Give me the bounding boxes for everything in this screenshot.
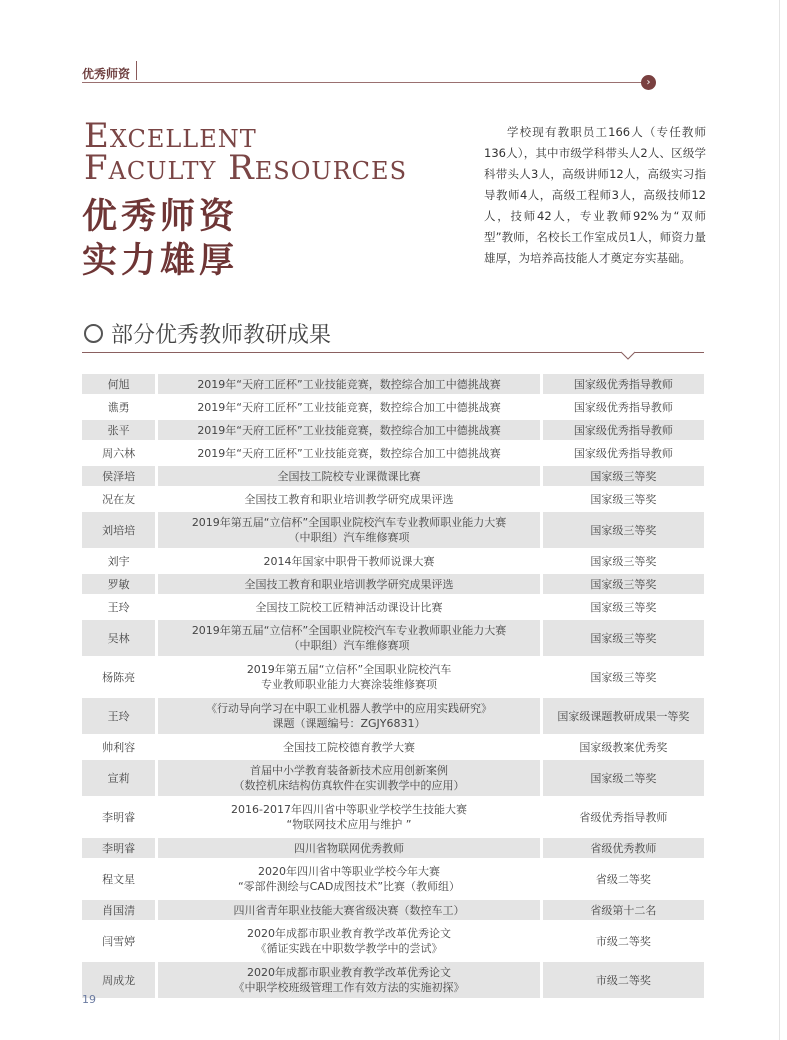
chevron-right-icon: ›: [641, 75, 656, 90]
achievement-line: 2019年“天府工匠杯”工业技能竞赛，数控综合加工中德挑战赛: [197, 377, 501, 391]
achievement-line: 全国技工院校工匠精神活动课设计比赛: [255, 600, 443, 614]
achievement-cell: [155, 923, 542, 959]
achievement-line: 课题（课题编号：ZGJY6831）: [272, 717, 426, 730]
table-row: [82, 900, 704, 920]
achievement-line: “零部件测绘与CAD成图技术”比赛（教师组）: [237, 880, 461, 893]
table-row: [82, 512, 704, 548]
table-row: [82, 466, 704, 486]
award-cell: 国家级教案优秀奖: [579, 740, 668, 754]
award-cell: 市级二等奖: [543, 962, 704, 998]
achievement-line: 《中职学校班级管理工作有效方法的实施初探》: [233, 981, 465, 994]
table-row: [82, 443, 704, 463]
achievement-line: 全国技工教育和职业培训教学研究成果评选: [244, 577, 454, 591]
teacher-name-cell: 刘宇: [107, 554, 130, 568]
table-row: [82, 760, 704, 796]
achievement-cell: [155, 489, 542, 509]
award-cell: 国家级优秀指导教师: [573, 446, 673, 460]
section-heading: [84, 318, 331, 349]
teacher-name-cell: 宣莉: [82, 760, 155, 796]
teacher-name-cell: 侯泽培: [82, 466, 155, 486]
achievement-line: 全国技工教育和职业培训教学研究成果评选: [244, 492, 454, 506]
teacher-name-cell: 程文星: [102, 872, 136, 886]
achievement-cell: [155, 861, 542, 897]
achievement-line: （中职组）汽车维修赛项: [288, 639, 410, 652]
achievements-table: [82, 371, 704, 1001]
chinese-title-line-1: 优秀师资: [82, 196, 239, 237]
achievement-cell: [155, 420, 542, 440]
achievement-line: 《循证实践在中职数学教学中的尝试》: [255, 942, 443, 955]
teacher-name-cell: 张平: [82, 420, 155, 440]
award-cell: 国家级三等奖: [543, 620, 704, 656]
achievement-line: 首届中小学教育装备新技术应用创新案例: [250, 764, 448, 777]
achievement-line: 全国技工院校德育教学大赛: [283, 740, 415, 754]
section-heading-text: 部分优秀教师教研成果: [111, 323, 332, 348]
award-cell: 国家级二等奖: [543, 760, 704, 796]
teacher-name-cell: 周成龙: [82, 962, 155, 998]
table-row: [82, 620, 704, 656]
award-cell: 国家级三等奖: [590, 492, 657, 506]
award-cell: 国家级三等奖: [590, 600, 657, 614]
circle-icon: [84, 324, 103, 343]
teacher-name-cell: 吴林: [82, 620, 155, 656]
award-cell: 国家级优秀指导教师: [543, 374, 704, 394]
award-cell: 国家级三等奖: [590, 670, 657, 684]
teacher-name-cell: 何旭: [82, 374, 155, 394]
achievement-cell: [155, 551, 542, 571]
teacher-name-cell: 周六林: [102, 446, 136, 460]
table-row: [82, 838, 704, 858]
english-title: [84, 116, 408, 188]
achievement-line: 2019年“天府工匠杯”工业技能竞赛，数控综合加工中德挑战赛: [197, 446, 501, 460]
achievement-line: 2020年成都市职业教育教学改革优秀论文: [247, 927, 451, 940]
achievement-cell: [155, 620, 542, 656]
achievement-line: 2019年“天府工匠杯”工业技能竞赛，数控综合加工中德挑战赛: [197, 423, 501, 437]
achievement-cell: [155, 659, 542, 695]
chinese-title: [82, 195, 238, 283]
achievement-cell: [155, 737, 542, 757]
table-row: [82, 420, 704, 440]
achievement-line: 专业教师职业能力大赛涂装维修赛项: [261, 678, 437, 691]
notch-marker: [621, 347, 635, 361]
table-row: [82, 861, 704, 897]
section-header-label: 优秀师资: [82, 67, 131, 81]
achievement-cell: [155, 760, 542, 796]
achievement-cell: [155, 466, 542, 486]
achievement-line: 2020年成都市职业教育教学改革优秀论文: [247, 966, 451, 979]
award-cell: 国家级优秀指导教师: [543, 420, 704, 440]
achievement-line: 全国技工院校专业课微课比赛: [277, 469, 421, 483]
section-rule: [82, 352, 704, 353]
table-row: [82, 489, 704, 509]
english-title-line-2: Faculty Resources: [84, 148, 408, 188]
achievement-cell: [155, 900, 542, 920]
table-row: [82, 737, 704, 757]
chinese-title-line-2: 实力雄厚: [82, 240, 239, 281]
teacher-name-cell: 帅利容: [102, 740, 136, 754]
header-rule: [82, 82, 642, 83]
achievement-cell: [155, 799, 542, 835]
achievement-line: 2019年“天府工匠杯”工业技能竞赛，数控综合加工中德挑战赛: [197, 400, 501, 414]
achievement-cell: [155, 838, 542, 858]
teacher-name-cell: 刘培培: [82, 512, 155, 548]
table-row: [82, 799, 704, 835]
achievement-line: 2019年第五届“立信杯”全国职业院校汽车专业教师职业能力大赛: [191, 624, 507, 637]
award-cell: 省级二等奖: [595, 872, 651, 886]
achievement-cell: [155, 597, 542, 617]
award-cell: 市级二等奖: [595, 934, 651, 948]
award-cell: 省级第十二名: [543, 900, 704, 920]
teacher-name-cell: 闫雪婷: [102, 934, 136, 948]
achievement-cell: [155, 397, 542, 417]
award-cell: 国家级课题教研成果一等奖: [543, 698, 704, 734]
table-row: [82, 923, 704, 959]
achievement-line: “物联网技术应用与维护 ”: [286, 818, 412, 831]
table-row: [82, 659, 704, 695]
achievement-line: 2019年第五届“立信杯”全国职业院校汽车专业教师职业能力大赛: [191, 516, 507, 529]
teacher-name-cell: 王玲: [82, 698, 155, 734]
achievement-line: 《行动导向学习在中职工业机器人教学中的应用实践研究》: [206, 702, 492, 715]
achievement-cell: [155, 374, 542, 394]
teacher-name-cell: 李明睿: [82, 838, 155, 858]
teacher-name-cell: 况在友: [102, 492, 136, 506]
table-row: [82, 551, 704, 571]
table-row: [82, 574, 704, 594]
teacher-name-cell: 杨陈亮: [102, 670, 136, 684]
intro-paragraph: 学校现有教职员工166人（专任教师136人），其中市级学科带头人2人、区级学科带头人3人，高级讲师12人，高级实习指导教师4人，高级工程师3人，高级技师12人，技师42人，专业教师92%为“双师型”教师，名校长工作室成员1人，师资力量雄厚，为培养高技能人才奠定夯实基础。: [484, 125, 706, 265]
achievement-line: （数控机床结构仿真软件在实训教学中的应用）: [233, 779, 465, 792]
page-number: 19: [82, 993, 96, 1006]
teacher-name-cell: 罗敏: [82, 574, 155, 594]
award-cell: 国家级三等奖: [543, 574, 704, 594]
teacher-name-cell: 肖国清: [82, 900, 155, 920]
table-row: [82, 374, 704, 394]
page-edge-line: [779, 0, 780, 1040]
achievement-cell: [155, 443, 542, 463]
achievement-line: 2016-2017年四川省中等职业学校学生技能大赛: [231, 803, 467, 816]
achievement-cell: [155, 698, 542, 734]
english-title-line-1: Excellent: [84, 116, 257, 156]
table-row: [82, 397, 704, 417]
header-divider: [136, 61, 137, 80]
table-row: [82, 698, 704, 734]
achievement-line: 2019年第五届“立信杯”全国职业院校汽车: [246, 663, 452, 676]
achievement-line: 四川省物联网优秀教师: [294, 841, 404, 855]
award-cell: 国家级优秀指导教师: [573, 400, 673, 414]
teacher-name-cell: 王玲: [107, 600, 130, 614]
award-cell: 国家级三等奖: [543, 512, 704, 548]
teacher-name-cell: 谯勇: [107, 400, 130, 414]
achievement-cell: [155, 962, 542, 998]
award-cell: 省级优秀指导教师: [579, 810, 668, 824]
teacher-name-cell: 李明睿: [102, 810, 136, 824]
award-cell: 国家级三等奖: [590, 554, 657, 568]
award-cell: 省级优秀教师: [543, 838, 704, 858]
achievement-cell: [155, 512, 542, 548]
table-row: [82, 597, 704, 617]
achievement-line: （中职组）汽车维修赛项: [288, 531, 410, 544]
achievement-line: 四川省青年职业技能大赛省级决赛（数控车工）: [233, 903, 465, 917]
achievement-line: 2014年国家中职骨干教师说课大赛: [263, 554, 435, 568]
award-cell: 国家级三等奖: [543, 466, 704, 486]
table-row: [82, 962, 704, 998]
achievement-cell: [155, 574, 542, 594]
achievement-line: 2020年四川省中等职业学校今年大赛: [258, 865, 440, 878]
